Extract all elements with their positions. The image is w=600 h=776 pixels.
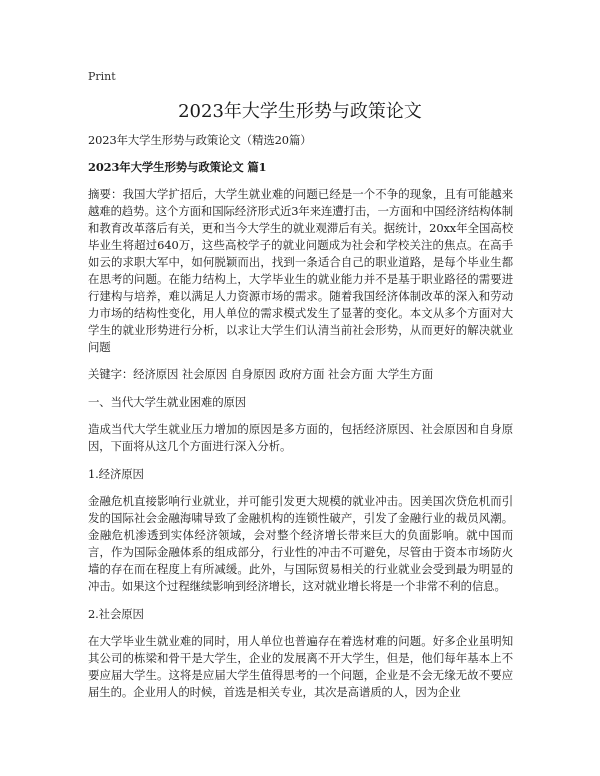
society-paragraph: 在大学毕业生就业难的同时，用人单位也普遍存在着选材难的问题。好多企业虽明知其公司的栋梁和骨干是大学生，企业的发展离不开大学生，但是，他们每年基本上不要应届大学生。这将是应届大学生值得思考的一个问题，企业是不会无缘无故不要应届生的。企业用人的时候，首选是相关专业，其次是高谱质的人，因为企业 xyxy=(88,634,513,699)
economy-paragraph: 金融危机直接影响行业就业，并可能引发更大规模的就业冲击。因美国次贷危机而引发的国际社会金融海啸导致了金融机构的连锁性破产，引发了金融行业的裁员风潮。金融危机渗透到实体经济领域，会对整个经济增长带来巨大的负面影响。就中国而言，作为国际金融体系的组成部分，行业性的冲击不可避免，尽管由于资本市场防火墙的存在而在程度上有所减缓。此外，与国际贸易相关的行业就业会受到最为明显的冲击。如果这个过程继续影响到经济增长，这对就业增长将是一个非常不利的信息。 xyxy=(88,494,513,593)
abstract-paragraph: 摘要：我国大学扩招后，大学生就业难的问题已经是一个不争的现象，且有可能越来越难的趋势。这个方面和国际经济形式近3年来连遭打击，一方面和中国经济结构体制和教育改革落后有关，更和当今大学生的就业观滞后有关。据统计，20xx年全国高校毕业生将超过640万，这些高校学子的就业问题成为社会和学校关注的焦点。在高手如云的求职大军中，如何脱颖而出，找到一条适合自己的职业道路，是每个毕业生都在思考的问题。在能力结构上，大学毕业生的就业能力并不是基于职业路径的需要进行建构与培养，难以满足人力资源市场的需求。随着我国经济体制改革的深入和劳动力市场的结构性变化，用人单位的需求模式发生了显著的变化。本文从多个方面对大学生的就业形势进行分析，以求让大学生们认清当前社会形势，从而更好的解决就业问题 xyxy=(88,187,513,354)
intro-paragraph: 造成当代大学生就业压力增加的原因是多方面的，包括经济原因、社会原因和自身原因，下面将从这几个方面进行深入分析。 xyxy=(88,422,513,453)
document-subtitle: 2023年大学生形势与政策论文（精选20篇） xyxy=(88,133,312,147)
section-title: 2023年大学生形势与政策论文 篇1 xyxy=(88,160,267,174)
page-title: 2023年大学生形势与政策论文 xyxy=(178,101,422,122)
keywords-paragraph: 关键字：经济原因 社会原因 自身原因 政府方面 社会方面 大学生方面 xyxy=(88,367,434,381)
subheading-economy: 1.经济原因 xyxy=(88,467,144,481)
print-link[interactable]: Print xyxy=(88,70,116,83)
heading-causes: 一、当代大学生就业困难的原因 xyxy=(88,395,247,409)
document-body xyxy=(88,126,513,712)
subheading-society: 2.社会原因 xyxy=(88,607,144,621)
